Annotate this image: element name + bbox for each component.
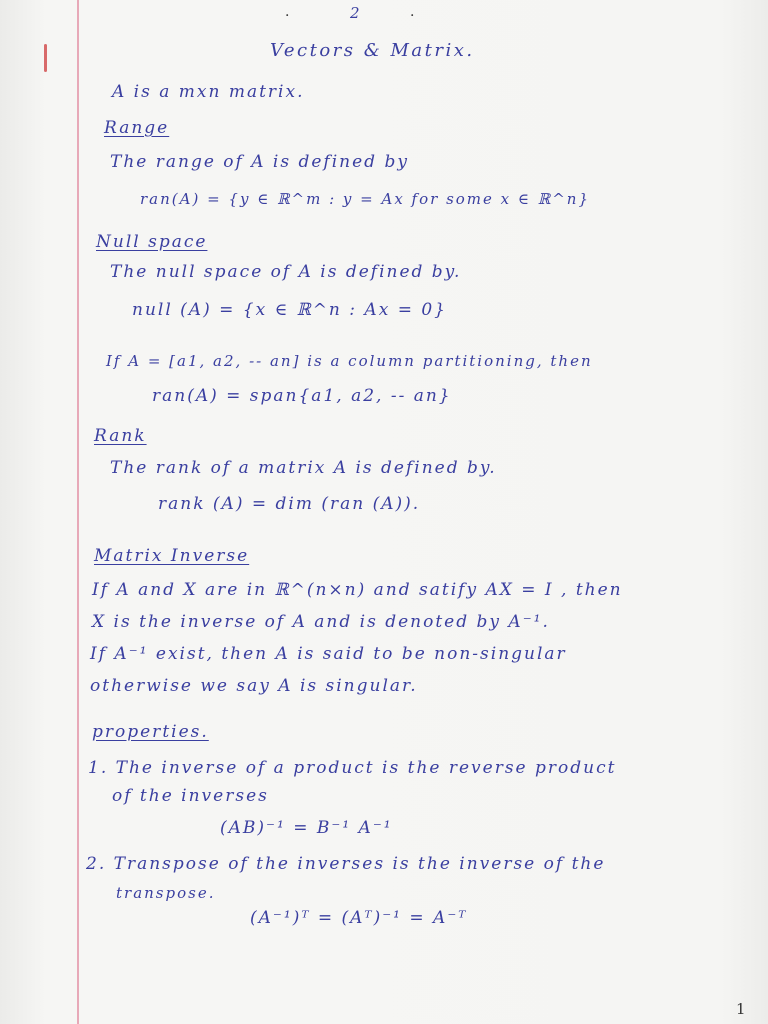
inverse-line-4: otherwise we say A is singular.	[90, 676, 418, 696]
corner-mark: 1	[736, 1000, 748, 1018]
page-number: 2	[350, 4, 362, 22]
intro-text: A is a mxn matrix.	[112, 82, 305, 102]
span-formula: ran(A) = span{a1, a2, -- an}	[152, 386, 452, 406]
property-1-formula: (AB)⁻¹ = B⁻¹ A⁻¹	[220, 818, 393, 838]
range-heading: Range	[104, 118, 170, 138]
property-2-formula: (A⁻¹)ᵀ = (Aᵀ)⁻¹ = A⁻ᵀ	[250, 908, 468, 928]
null-space-definition: The null space of A is defined by.	[110, 262, 462, 282]
null-space-heading: Null space	[96, 232, 208, 252]
matrix-inverse-heading: Matrix Inverse	[94, 546, 250, 566]
dot-mark: ·	[285, 8, 290, 24]
properties-heading: properties.	[92, 722, 209, 742]
inverse-line-1: If A and X are in ℝ^(n×n) and satify AX = I , then	[92, 580, 623, 600]
margin-mark	[44, 44, 47, 72]
column-partition-text: If A = [a1, a2, -- an] is a column partitioning, then	[106, 352, 593, 370]
dot-mark: ·	[410, 8, 415, 24]
property-2-line-b: transpose.	[116, 884, 216, 902]
property-2-line-a: 2. Transpose of the inverses is the inverse of the	[86, 854, 606, 874]
property-1-line-a: 1. The inverse of a product is the reverse product	[88, 758, 617, 778]
range-definition: The range of A is defined by	[110, 152, 409, 172]
inverse-line-2: X is the inverse of A and is denoted by A⁻¹.	[92, 612, 550, 632]
range-formula: ran(A) = {y ∈ ℝ^m : y = Ax for some x ∈ ℝ^n}	[140, 190, 591, 208]
rank-definition: The rank of a matrix A is defined by.	[110, 458, 497, 478]
property-1-line-b: of the inverses	[112, 786, 269, 806]
page-title: Vectors & Matrix.	[270, 40, 475, 61]
rank-heading: Rank	[94, 426, 147, 446]
margin-line	[77, 0, 79, 1024]
null-space-formula: null (A) = {x ∈ ℝ^n : Ax = 0}	[132, 300, 447, 320]
inverse-line-3: If A⁻¹ exist, then A is said to be non-singular	[90, 644, 567, 664]
rank-formula: rank (A) = dim (ran (A)).	[158, 494, 421, 514]
